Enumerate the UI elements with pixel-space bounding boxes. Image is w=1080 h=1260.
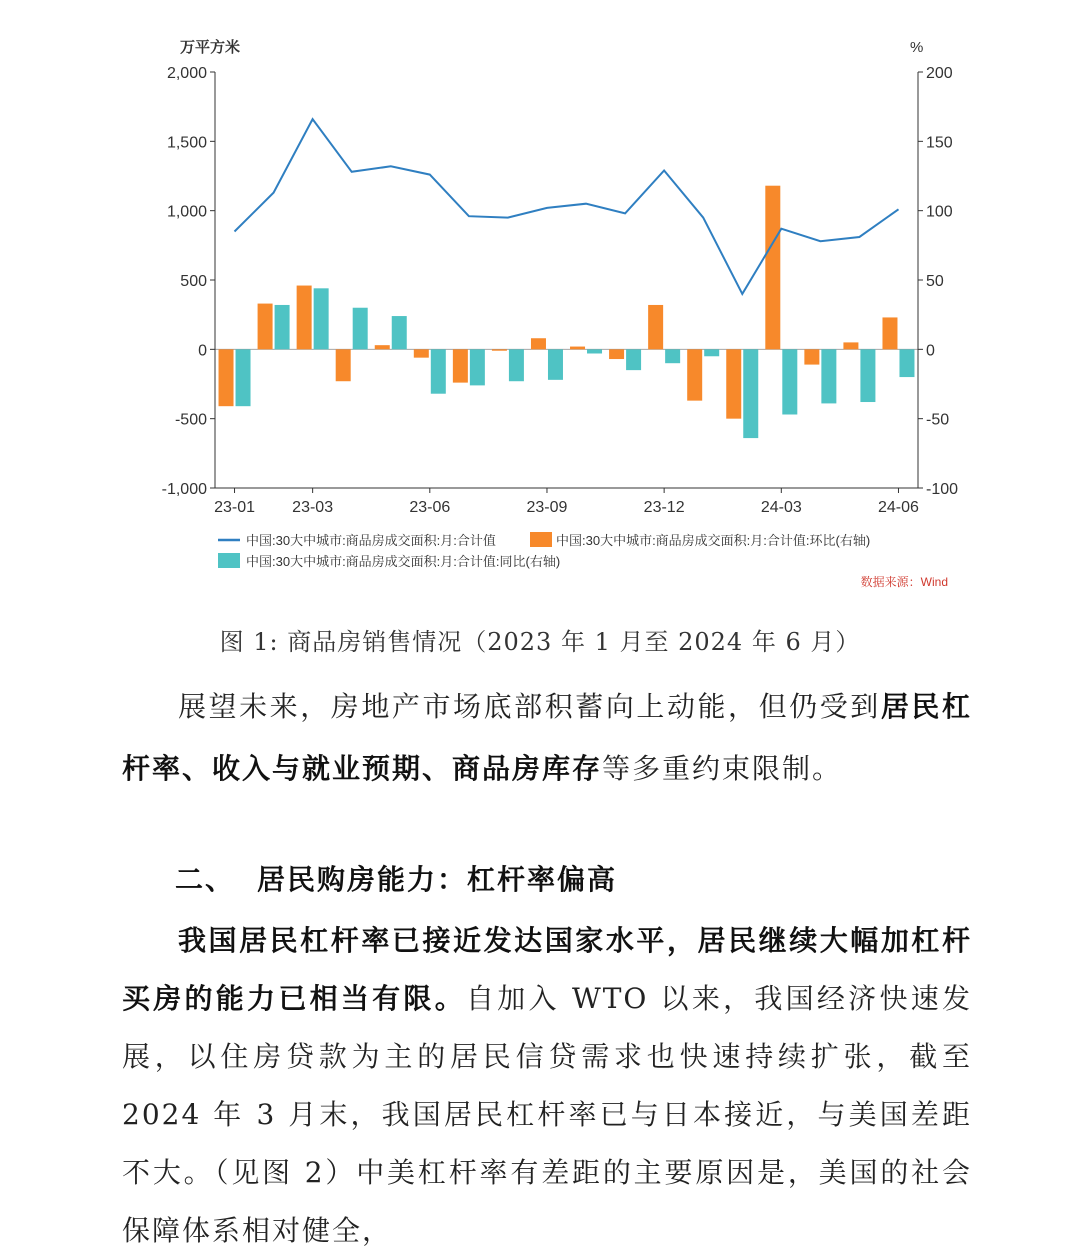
x-tick-label: 23-09 <box>527 499 568 516</box>
legend-yoy-swatch <box>218 553 240 568</box>
paragraph-leverage <box>122 912 972 1260</box>
yoy-bar <box>275 305 290 349</box>
yoy-bar <box>314 288 329 349</box>
mom-bar <box>843 342 858 349</box>
chart-axes <box>162 38 959 516</box>
x-tick-label: 23-01 <box>214 499 255 516</box>
legend-line-label: 中国:30大中城市:商品房成交面积:月:合计值 <box>246 533 496 548</box>
legend-mom-swatch <box>530 532 552 547</box>
para1-text-a: 展望未来，房地产市场底部积蓄向上动能，但仍受到 <box>122 690 881 723</box>
yoy-bar <box>626 349 641 370</box>
mom-bar <box>414 349 429 357</box>
mom-bar <box>375 345 390 349</box>
yoy-bar <box>860 349 875 402</box>
mom-bar <box>726 349 741 418</box>
mom-bar <box>609 349 624 359</box>
para1-text-b: 等多重约束限制。 <box>602 752 842 785</box>
yoy-bar <box>743 349 758 438</box>
right-axis-unit: % <box>910 39 923 56</box>
yoy-bar <box>353 308 368 350</box>
yoy-bar <box>899 349 914 377</box>
yoy-bar <box>665 349 680 363</box>
mom-bar <box>648 305 663 349</box>
legend-yoy-label: 中国:30大中城市:商品房成交面积:月:合计值:同比(右轴) <box>246 554 560 569</box>
yoy-bar <box>431 349 446 393</box>
x-tick-label: 24-06 <box>878 499 919 516</box>
source-note: 数据来源：Wind <box>861 574 948 589</box>
paragraph-outlook <box>122 676 972 800</box>
mom-bar <box>258 304 273 350</box>
heading-number: 二、 <box>175 863 235 896</box>
yoy-bar <box>548 349 563 380</box>
para2-bold: 我国居民杠杆率已接近发达国家水平，居民继续大幅加杠杆买房的能力已相当有限。 <box>122 924 972 1015</box>
right-tick-label: 100 <box>926 204 953 221</box>
mom-bar <box>297 286 312 350</box>
left-tick-label: 0 <box>198 342 207 359</box>
x-tick-label: 23-06 <box>409 499 450 516</box>
mom-bar <box>336 349 351 381</box>
mom-bar <box>219 349 234 406</box>
right-tick-label: -50 <box>926 412 949 429</box>
yoy-bar <box>821 349 836 403</box>
mom-bar <box>570 347 585 350</box>
mom-bar <box>882 317 897 349</box>
sales-chart <box>0 0 1080 610</box>
left-tick-label: 1,500 <box>167 134 207 151</box>
right-tick-label: 0 <box>926 342 935 359</box>
figure-caption: 图 1: 商品房销售情况（2023 年 1 月至 2024 年 6 月） <box>0 622 1080 657</box>
yoy-bar <box>392 316 407 349</box>
yoy-bar <box>782 349 797 414</box>
mom-bar <box>492 349 507 350</box>
yoy-bar <box>587 349 602 353</box>
chart-legend <box>218 532 870 569</box>
right-tick-label: 150 <box>926 134 953 151</box>
x-tick-label: 23-03 <box>292 499 333 516</box>
right-tick-label: 200 <box>926 65 953 82</box>
left-tick-label: 2,000 <box>167 65 207 82</box>
section-heading <box>175 858 639 898</box>
mom-bar <box>531 338 546 349</box>
left-tick-label: 500 <box>180 273 207 290</box>
mom-bar <box>804 349 819 364</box>
yoy-bar <box>704 349 719 356</box>
yoy-bar <box>236 349 251 406</box>
right-tick-label: 50 <box>926 273 944 290</box>
para1-bold: 居民杠杆率、收入与就业预期、商品房库存 <box>122 690 972 785</box>
left-tick-label: 1,000 <box>167 204 207 221</box>
yoy-bar <box>470 349 485 385</box>
left-tick-label: -500 <box>175 412 207 429</box>
heading-title: 居民购房能力：杠杆率偏高 <box>257 863 617 896</box>
legend-mom-label: 中国:30大中城市:商品房成交面积:月:合计值:环比(右轴) <box>556 533 870 548</box>
mom-bar <box>687 349 702 400</box>
sales-line <box>235 119 899 294</box>
x-tick-label: 24-03 <box>761 499 802 516</box>
x-tick-label: 23-12 <box>644 499 685 516</box>
mom-bar <box>453 349 468 382</box>
para2-text: 自加入 WTO 以来，我国经济快速发展，以住房贷款为主的居民信贷需求也快速持续扩张，截至 2024 年 3 月末，我国居民杠杆率已与日本接近，与美国差距不大。（见图 2）中美杠杆率有差距的主要原因是，美国的社会保障体系相对健全， <box>122 982 972 1247</box>
mom-bar <box>765 186 780 350</box>
left-axis-unit: 万平方米 <box>180 38 240 56</box>
sales-line-series <box>235 119 899 294</box>
left-tick-label: -1,000 <box>162 481 207 498</box>
yoy-bar <box>509 349 524 381</box>
right-tick-label: -100 <box>926 481 958 498</box>
